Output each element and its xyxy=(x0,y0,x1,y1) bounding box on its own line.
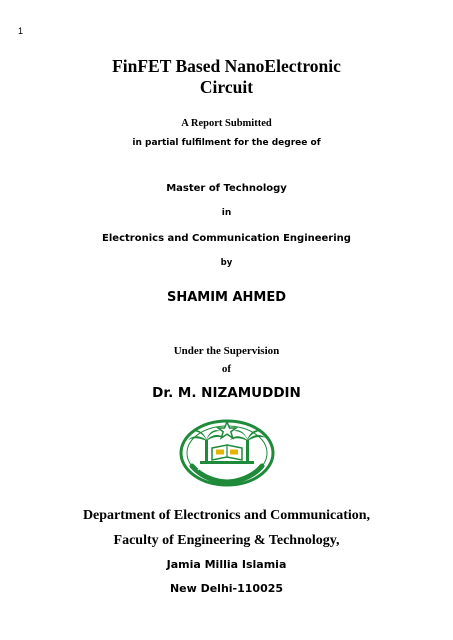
title-line-2: Circuit xyxy=(199,77,254,97)
in-text: in xyxy=(221,208,232,218)
supervisor-name: Dr. M. NIZAMUDDIN xyxy=(152,385,301,401)
page-number: 1 xyxy=(18,26,24,36)
degree-name: Master of Technology xyxy=(166,183,287,194)
department-name: Department of Electronics and Communication, xyxy=(82,508,371,523)
partial-fulfilment-text: in partial fulfilment for the degree of xyxy=(132,138,321,148)
author-name: SHAMIM AHMED xyxy=(166,290,287,305)
report-submitted-text: A Report Submitted xyxy=(181,118,272,129)
faculty-name: Faculty of Engineering & Technology, xyxy=(113,533,340,548)
university-name: Jamia Millia Islamia xyxy=(166,558,287,571)
city-name: New Delhi-110025 xyxy=(169,582,284,595)
supervision-text: Under the Supervision xyxy=(173,345,280,357)
branch-name: Electronics and Communication Engineering xyxy=(102,233,351,244)
university-emblem-icon xyxy=(178,418,276,488)
of-text: of xyxy=(221,363,232,375)
by-text: by xyxy=(220,258,233,268)
title-line-1: FinFET Based NanoElectronic xyxy=(112,56,341,76)
